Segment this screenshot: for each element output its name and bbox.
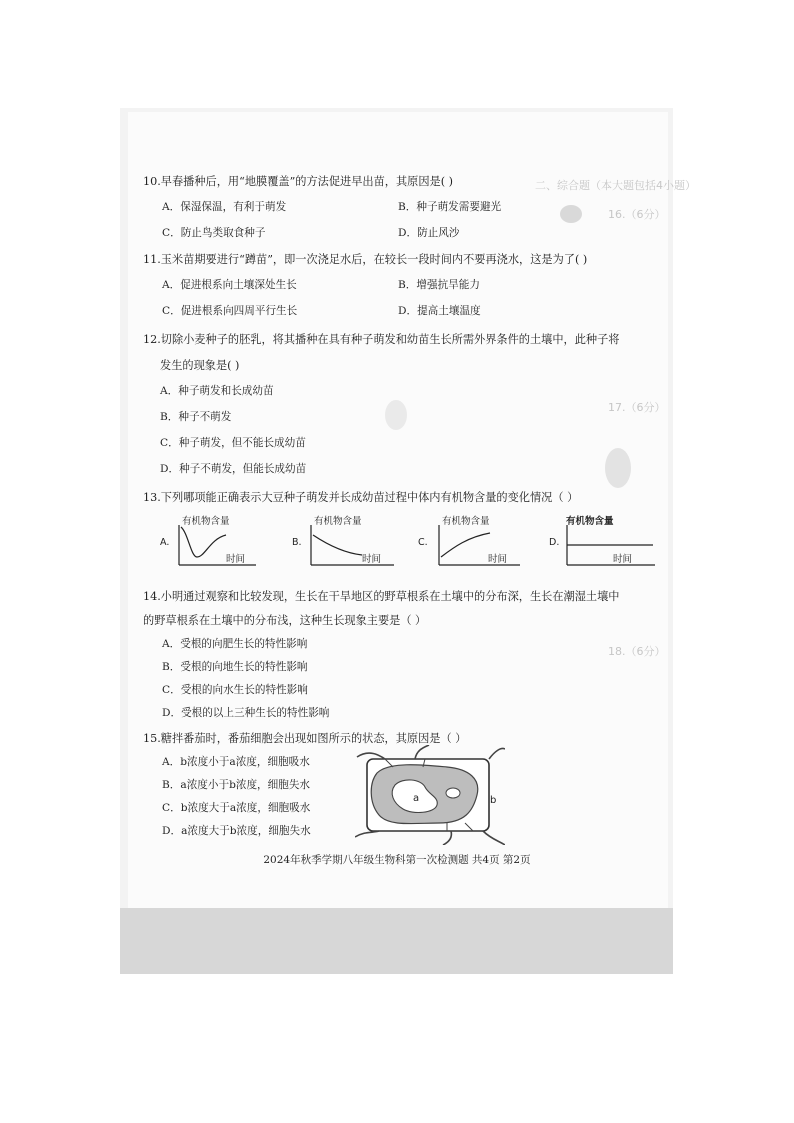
nucleus <box>446 788 460 798</box>
bleed-through-section: 二、综合题（本大题包括4小题） <box>535 179 696 192</box>
question-15-stem: 15.糖拌番茄时，番茄细胞会出现如图所示的状态，其原因是（ ） <box>143 732 467 745</box>
option-c-curve <box>441 533 490 557</box>
question-11-option-b: B．增强抗旱能力 <box>398 279 480 291</box>
option-a-x-axis-label: 时间 <box>226 554 246 565</box>
option-d-letter: D. <box>549 537 560 548</box>
question-10-option-a: A．保湿保温，有利于萌发 <box>162 201 287 213</box>
question-15-option-c: C．b浓度大于a浓度，细胞吸水 <box>162 802 311 814</box>
bleed-through-figure <box>605 448 631 488</box>
question-11-option-a: A．促进根系向土壤深处生长 <box>162 279 297 291</box>
question-13-stem: 13.下列哪项能正确表示大豆种子萌发并长成幼苗过程中体内有机物含量的变化情况（ ） <box>143 491 579 504</box>
bleed-through-q16: 16.（6分） <box>608 208 666 221</box>
scan-bottom-edge <box>120 908 673 974</box>
question-11-option-d: D．提高土壤温度 <box>398 305 481 317</box>
option-a-curve <box>181 527 226 557</box>
question-14-option-b: B．受根的向地生长的特性影响 <box>162 661 308 673</box>
option-d-y-axis-label: 有机物含量 <box>566 516 614 527</box>
label-b: b <box>490 795 497 806</box>
label-a: a <box>413 793 420 804</box>
question-12-option-d: D．种子不萌发，但能长成幼苗 <box>160 463 307 475</box>
bleed-through-figure <box>560 205 582 223</box>
question-14-stem-line-2: 的野草根系在土壤中的分布浅，这种生长现象主要是（ ） <box>143 614 427 627</box>
question-15-option-b: B．a浓度小于b浓度，细胞失水 <box>162 779 311 791</box>
option-c-plot <box>418 513 524 569</box>
option-b-y-axis-label: 有机物含量 <box>314 516 362 527</box>
tomato-cell-diagram <box>355 745 505 845</box>
option-a-plot <box>160 513 260 569</box>
option-c-x-axis-label: 时间 <box>488 554 508 565</box>
question-12-option-a: A．种子萌发和长成幼苗 <box>160 385 274 397</box>
option-b-curve <box>313 535 362 555</box>
question-15-option-a: A．b浓度小于a浓度，细胞吸水 <box>162 756 310 768</box>
question-12-stem-line-2: 发生的现象是( ) <box>160 359 240 372</box>
option-b-letter: B. <box>292 537 302 548</box>
option-d-plot <box>549 513 659 569</box>
question-14-option-a: A．受根的向肥生长的特性影响 <box>162 638 308 650</box>
question-10-option-c: C．防止鸟类取食种子 <box>162 227 266 239</box>
option-b-plot <box>292 513 398 569</box>
option-a-y-axis-label: 有机物含量 <box>182 516 230 527</box>
question-12-option-c: C．种子萌发，但不能长成幼苗 <box>160 437 306 449</box>
option-d-x-axis-label: 时间 <box>613 554 633 565</box>
bleed-through-q18: 18.（6分） <box>608 645 666 658</box>
tomato-cell-drawing <box>355 745 505 845</box>
question-10-stem: 10.早春播种后，用“地膜覆盖”的方法促进早出苗，其原因是( ) <box>143 175 454 188</box>
bleed-through-q17: 17.（6分） <box>608 401 666 414</box>
question-14-stem-line-1: 14.小明通过观察和比较发现，生长在干旱地区的野草根系在土壤中的分布深，生长在潮湿土壤中 <box>143 590 620 603</box>
question-11-option-c: C．促进根系向四周平行生长 <box>162 305 298 317</box>
page-footer: 2024年秋季学期八年级生物科第一次检测题 共4页 第2页 <box>263 854 531 866</box>
question-12-stem-line-1: 12.切除小麦种子的胚乳，将其播种在具有种子萌发和幼苗生长所需外界条件的土壤中，此种子将 <box>143 333 620 346</box>
option-b-x-axis-label: 时间 <box>362 554 382 565</box>
question-10-option-b: B．种子萌发需要避光 <box>398 201 502 213</box>
question-12-option-b: B．种子不萌发 <box>160 411 232 423</box>
question-10-option-d: D．防止风沙 <box>398 227 460 239</box>
question-14-option-d: D．受根的以上三种生长的特性影响 <box>162 707 330 719</box>
bleed-through-figure <box>385 400 407 430</box>
option-c-y-axis-label: 有机物含量 <box>442 516 490 527</box>
question-11-stem: 11.玉米苗期要进行“蹲苗”，即一次浇足水后，在较长一段时间内不要再浇水，这是为了( ) <box>143 253 588 266</box>
question-14-option-c: C．受根的向水生长的特性影响 <box>162 684 308 696</box>
option-c-letter: C. <box>418 537 428 548</box>
option-a-letter: A. <box>160 537 170 548</box>
question-15-option-d: D．a浓度大于b浓度，细胞失水 <box>162 825 311 837</box>
